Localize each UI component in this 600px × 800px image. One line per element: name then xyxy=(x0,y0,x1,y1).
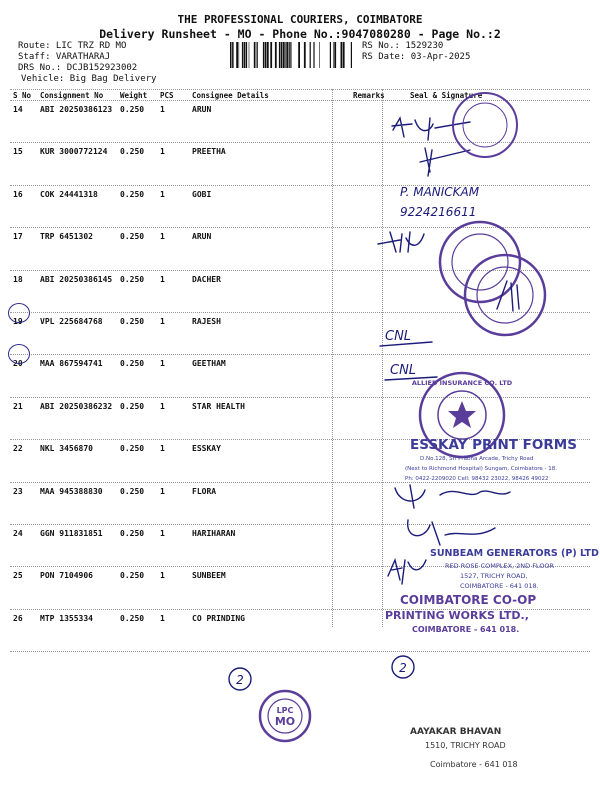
row-pcs: 1 xyxy=(160,232,165,242)
row-consignee: PREETHA xyxy=(192,147,226,157)
row-weight: 0.250 xyxy=(120,613,145,623)
esskay-stamp-addr2: (Next to Richmond Hospital) Sungam, Coimbatore - 18. xyxy=(405,466,558,472)
row-sno: 18 xyxy=(13,274,23,284)
handwritten-name-row16: P. MANICKAM xyxy=(400,185,480,199)
row-consignment: VPL 225684768 xyxy=(40,316,103,326)
row-pcs: 1 xyxy=(160,189,165,199)
signature-row15 xyxy=(420,148,470,176)
row-pcs: 1 xyxy=(160,571,165,581)
star-health-stamp-text: ALLIED INSURANCE CO. LTD xyxy=(411,379,513,387)
row-sno: 16 xyxy=(13,189,23,199)
coop-stamp-line3: COIMBATORE - 641 018. xyxy=(412,625,520,634)
row-sno: 26 xyxy=(13,613,23,623)
sunbeem-stamp-addr3: COIMBATORE - 641 018. xyxy=(460,582,539,590)
esskay-stamp-name: ESSKAY PRINT FORMS xyxy=(410,437,577,453)
company-title: THE PROFESSIONAL COURIERS, COIMBATORE xyxy=(177,13,423,26)
row-weight: 0.250 xyxy=(120,486,145,496)
sunbeem-stamp-name: SUNBEAM GENERATORS (P) LTD xyxy=(430,548,599,559)
row-consignee: ARUN xyxy=(192,105,212,114)
row-pcs: 1 xyxy=(160,316,165,326)
staff-label: Staff: VARATHARAJ xyxy=(18,52,111,62)
mo-stamp-top: LPC xyxy=(276,706,294,715)
col-consignment: Consignment No xyxy=(40,91,104,100)
signature-row24 xyxy=(408,520,495,545)
row-pcs: 1 xyxy=(160,401,165,411)
row-consignment: NKL 3456870 xyxy=(40,444,93,454)
mo-stamp-bottom: MO xyxy=(274,715,296,728)
signature-row17 xyxy=(378,232,424,252)
row-consignee: GEETHAM xyxy=(192,359,226,369)
cnl-mark-row19: CNL xyxy=(385,329,412,344)
row-consignment: GGN 911831851 xyxy=(40,528,103,538)
row-consignment: MAA 945388830 xyxy=(40,486,103,496)
coop-stamp-line2: PRINTING WORKS LTD., xyxy=(385,609,529,622)
row-consignee: FLORA xyxy=(192,486,217,496)
row-pcs: 1 xyxy=(160,274,165,284)
row-consignee: ESSKAY xyxy=(192,444,221,454)
col-consignee: Consignee Details xyxy=(192,91,269,100)
row-sno: 23 xyxy=(13,486,23,496)
row-weight: 0.250 xyxy=(120,189,145,199)
row-consignee: GOBI xyxy=(192,189,212,199)
row-consignment: ABI 20250386232 xyxy=(40,401,113,411)
row-consignment: COK 24441318 xyxy=(40,189,98,199)
row-pcs: 1 xyxy=(160,486,165,496)
row-sno: 21 xyxy=(13,401,23,411)
route-label: Route: LIC TRZ RD MO xyxy=(18,41,127,51)
row-pcs: 1 xyxy=(160,613,165,623)
col-weight: Weight xyxy=(120,91,148,100)
round-stamp-company xyxy=(440,222,520,302)
bottom-stamp-line2: 1510, TRICHY ROAD xyxy=(425,741,506,750)
row-sno: 17 xyxy=(13,232,23,242)
row-weight: 0.250 xyxy=(120,105,145,114)
drs-number: DRS No.: DCJB152923002 xyxy=(18,63,138,73)
row-consignment: MTP 1355334 xyxy=(40,613,93,623)
vehicle-label: Vehicle: Big Bag Delivery xyxy=(21,74,157,84)
row-pcs: 1 xyxy=(160,528,165,538)
bottom-stamp-line3: Coimbatore - 641 018 xyxy=(430,760,518,769)
handwritten-phone-row16: 9224216611 xyxy=(400,205,477,219)
col-pcs: PCS xyxy=(160,91,174,100)
row-sno: 22 xyxy=(13,444,23,454)
row-sno: 19 xyxy=(13,316,23,326)
row-consignee: DACHER xyxy=(192,274,221,284)
row-consignee: RAJESH xyxy=(192,316,221,326)
rs-number: RS No.: 1529230 xyxy=(362,41,444,51)
row-consignment: KUR 3000772124 xyxy=(40,147,108,157)
row-consignee: CO PRINDING xyxy=(192,613,245,623)
row-weight: 0.250 xyxy=(120,444,145,454)
count-left: 2 xyxy=(236,673,244,687)
signature-row25 xyxy=(388,560,426,584)
row-consignee: SUNBEEM xyxy=(192,571,226,581)
esskay-stamp-phone: Ph: 0422-2209020 Cell: 98432 23022, 98426 49022 xyxy=(405,476,549,482)
col-sno: S No xyxy=(13,91,32,100)
row-consignment: TRP 6451302 xyxy=(40,232,93,242)
bottom-stamp-line1: AAYAKAR BHAVAN xyxy=(410,727,502,737)
row-pcs: 1 xyxy=(160,444,165,454)
row-consignment: ABI 20250386145 xyxy=(40,274,113,284)
row-sno: 15 xyxy=(13,147,23,157)
round-stamp-top xyxy=(453,93,517,157)
row-weight: 0.250 xyxy=(120,401,145,411)
coop-stamp-line1: COIMBATORE CO-OP xyxy=(400,593,537,607)
round-stamp-ltd xyxy=(465,255,545,335)
row-weight: 0.250 xyxy=(120,232,145,242)
row-weight: 0.250 xyxy=(120,528,145,538)
star-icon xyxy=(448,401,476,428)
count-right: 2 xyxy=(399,661,407,675)
cnl-mark-row20: CNL xyxy=(390,363,417,378)
signature-row14 xyxy=(392,118,470,140)
row-pcs: 1 xyxy=(160,105,165,114)
row-sno: 24 xyxy=(13,528,23,538)
row-weight: 0.250 xyxy=(120,274,145,284)
row-consignee: HARIHARAN xyxy=(192,528,236,538)
row-pcs: 1 xyxy=(160,147,165,157)
round-stamp-mo xyxy=(260,691,310,741)
esskay-stamp-addr1: D.No.128, Sri Prabha Arcade, Trichy Road xyxy=(420,456,534,462)
col-seal: Seal & Signature xyxy=(410,91,483,100)
row-weight: 0.250 xyxy=(120,359,145,369)
row-weight: 0.250 xyxy=(120,316,145,326)
col-remarks: Remarks xyxy=(353,91,385,100)
row-consignment: ABI 20250386123 xyxy=(40,105,113,114)
row-sno: 25 xyxy=(13,571,23,581)
row-weight: 0.250 xyxy=(120,571,145,581)
runsheet-subtitle: Delivery Runsheet - MO - Phone No.:9047080280 - Page No.:2 xyxy=(99,27,501,41)
signature-row23 xyxy=(395,485,510,508)
row-sno: 14 xyxy=(13,105,23,114)
sunbeem-stamp-addr1: RED ROSE COMPLEX, 2ND FLOOR xyxy=(445,562,555,570)
row-consignee: STAR HEALTH xyxy=(192,401,245,411)
row-sno: 20 xyxy=(13,359,23,369)
sunbeem-stamp-addr2: 1527, TRICHY ROAD, xyxy=(460,572,528,580)
row-weight: 0.250 xyxy=(120,147,145,157)
row-consignee: ARUN xyxy=(192,232,212,242)
row-consignment: MAA 867594741 xyxy=(40,359,103,369)
rs-date: RS Date: 03-Apr-2025 xyxy=(362,52,471,62)
row-consignment: PON 7104906 xyxy=(40,571,93,581)
row-pcs: 1 xyxy=(160,359,165,369)
